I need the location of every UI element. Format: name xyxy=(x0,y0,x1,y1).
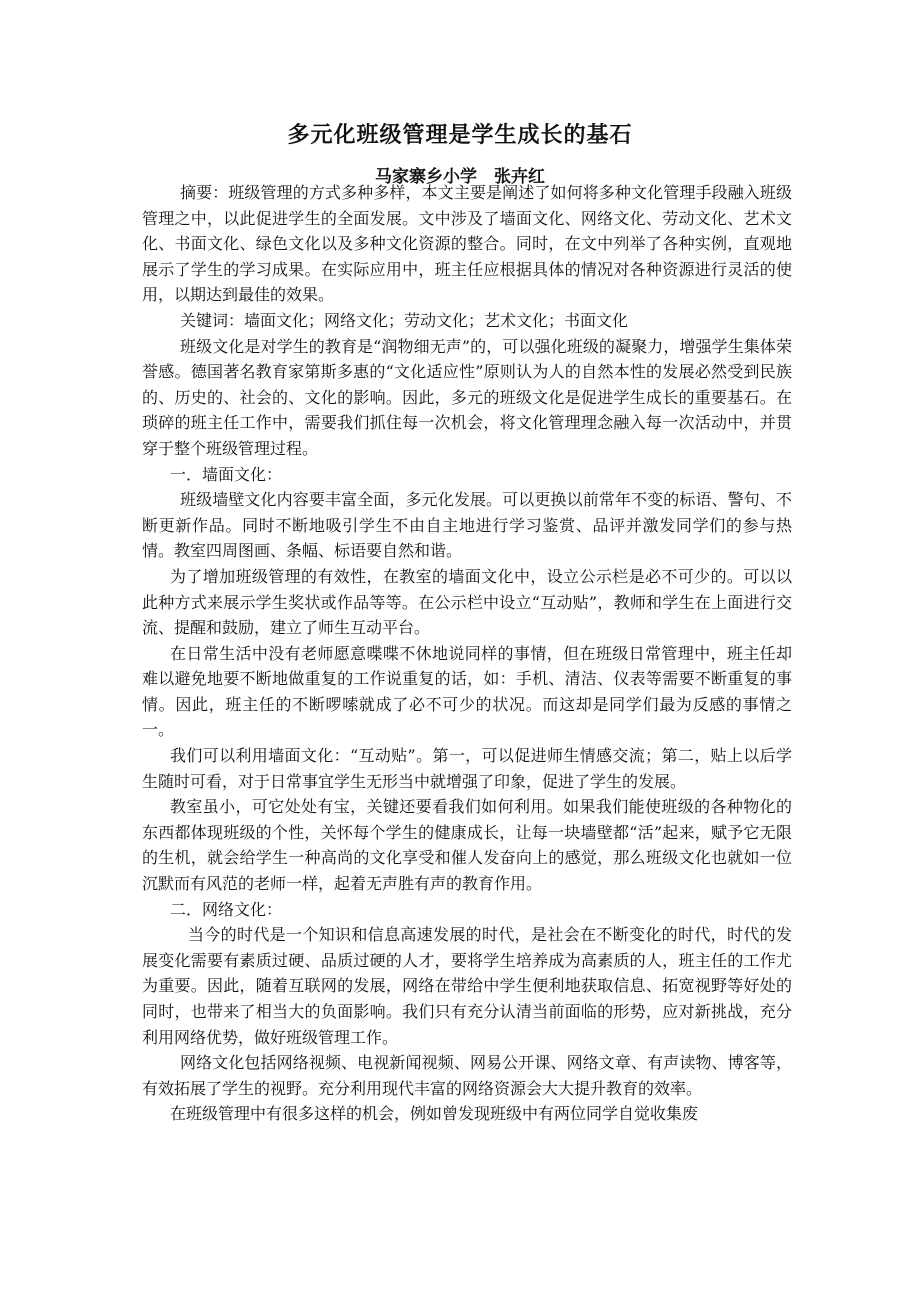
body-paragraph: 我们可以利用墙面文化：“互动贴”。第一，可以促进师生情感交流；第二，贴上以后学生随时可看，对于日常事宜学生无形当中就增强了印象，促进了学生的发展。 xyxy=(142,746,792,791)
body-paragraph: 在班级管理中有很多这样的机会，例如曾发现班级中有两位同学自觉收集废 xyxy=(170,1104,699,1124)
document-body xyxy=(142,180,792,1127)
intro-paragraph: 班级文化是对学生的教育是“润物细无声”的，可以强化班级的凝聚力，增强学生集体荣誉感。德国著名教育家第斯多惠的“文化适应性”原则认为人的自然本性的发展必然受到民族的、历史的、社会的、文化的影响。因此，多元的班级文化是促进学生成长的重要基石。在琐碎的班主任工作中，需要我们抓住每一次机会，将文化管理理念融入每一次活动中，并贯穿于整个班级管理过程。 xyxy=(142,336,792,458)
keywords-paragraph: 关键词：墙面文化；网络文化；劳动文化；艺术文化；书面文化 xyxy=(180,310,629,330)
section-heading-network-culture: 二．网络文化： xyxy=(170,899,283,919)
body-paragraph: 网络文化包括网络视频、电视新闻视频、网易公开课、网络文章、有声读物、博客等，有效拓展了学生的视野。充分利用现代丰富的网络资源会大大提升教育的效率。 xyxy=(142,1053,792,1098)
abstract-paragraph: 摘要：班级管理的方式多种多样，本文主要是阐述了如何将多种文化管理手段融入班级管理之中，以此促进学生的全面发展。文中涉及了墙面文化、网络文化、劳动文化、艺术文化、书面文化、绿色文化以及多种文化资源的整合。同时，在文中列举了各种实例，直观地展示了学生的学习成果。在实际应用中，班主任应根据具体的情况对各种资源进行灵活的使用，以期达到最佳的效果。 xyxy=(142,183,792,305)
document-title: 多元化班级管理是学生成长的基石 xyxy=(287,123,633,148)
body-paragraph: 为了增加班级管理的有效性，在教室的墙面文化中，设立公示栏是必不可少的。可以以此种方式来展示学生奖状或作品等等。在公示栏中设立“互动贴”，教师和学生在上面进行交流、提醒和鼓励，建立了师生互动平台。 xyxy=(142,566,792,638)
body-paragraph: 班级墙壁文化内容要丰富全面，多元化发展。可以更换以前常年不变的标语、警句、不断更新作品。同时不断地吸引学生不由自主地进行学习鉴赏、品评并激发同学们的参与热情。教室四周图画、条幅、标语要自然和谐。 xyxy=(142,490,792,561)
document-author: 马家寨乡小学 张卉红 xyxy=(375,167,545,187)
body-paragraph: 教室虽小，可它处处有宝，关键还要看我们如何利用。如果我们能使班级的各种物化的东西都体现班级的个性，关怀每个学生的健康成长，让每一块墙壁都“活”起来，赋予它无限的生机，就会给学生一种高尚的文化享受和催人发奋向上的感觉，那么班级文化也就如一位沉默而有风范的老师一样，起着无声胜有声的教育作用。 xyxy=(142,797,792,894)
section-heading-wall-culture: 一．墙面文化： xyxy=(170,464,283,484)
body-paragraph: 在日常生活中没有老师愿意喋喋不休地说同样的事情，但在班级日常管理中，班主任却难以避免地要不断地做重复的工作说重复的话，如：手机、清洁、仪表等需要不断重复的事情。因此，班主任的不断啰嗦就成了必不可少的状况。而这却是同学们最为反感的事情之一。 xyxy=(142,643,792,740)
body-paragraph: 当今的时代是一个知识和信息高速发展的时代，是社会在不断变化的时代，时代的发展变化需要有素质过硬、品质过硬的人才，要将学生培养成为高素质的人，班主任的工作尤为重要。因此，随着互联网的发展，网络在带给中学生便利地获取信息、拓宽视野等好处的同时，也带来了相当大的负面影响。我们只有充分认清当前面临的形势，应对新挑战，充分利用网络优势，做好班级管理工作。 xyxy=(142,925,792,1047)
